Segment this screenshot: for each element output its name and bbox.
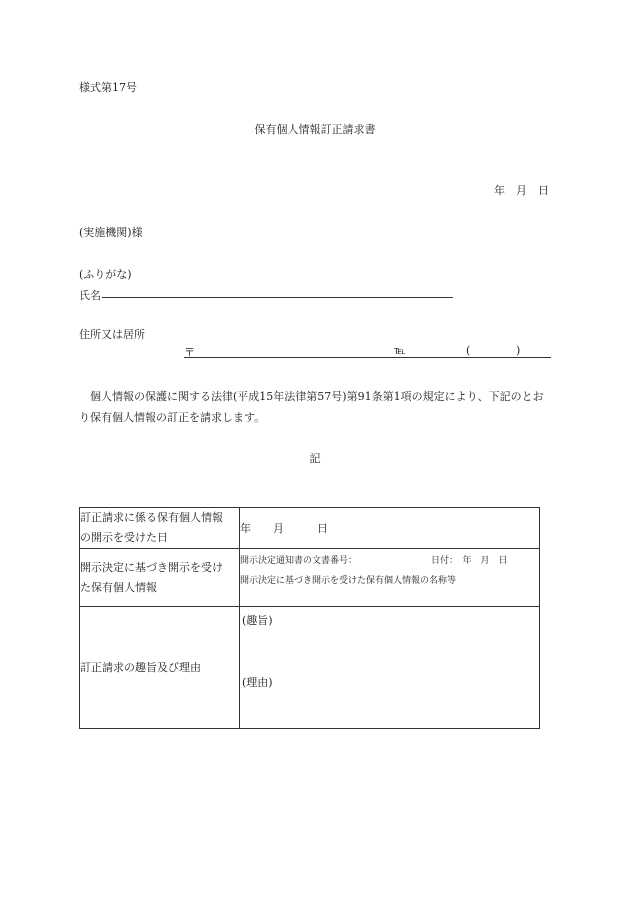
disclosure-date-label [80,508,240,549]
paren-close: ) [516,344,521,357]
request-table [79,507,540,729]
date-line: 年 月 日 [494,184,549,197]
addressee: (実施機関)様 [79,226,143,239]
notice-doc-row [240,553,539,573]
table-row [80,549,540,607]
purpose-reason-value[interactable] [240,607,540,729]
tel-mark: ℡ [394,344,406,357]
notice-date: 日付： 年 月 日 [431,556,508,566]
table-row [80,508,540,549]
ki-label: 記 [309,452,321,465]
disclosed-info-label [80,549,240,607]
furigana-label: (ふりがな) [79,268,132,281]
purpose-label: (趣旨) [242,614,273,627]
disclosed-info-label-line1: 開示決定に基づき開示を受け [80,560,223,574]
disclosed-info-name: 開示決定に基づき開示を受けた保有個人情報の名称等 [240,576,457,586]
paren-open: ( [466,344,471,357]
disclosure-date-value[interactable]: 年 月 日 [240,508,540,549]
disclosure-date-label-line2: の開示を受けた日 [80,531,168,544]
page-title: 保有個人情報訂正請求書 [254,123,376,136]
disclosure-date-label-line1: 訂正請求に係る保有個人情報 [80,511,223,524]
address-label: 住所又は居所 [79,328,145,341]
purpose-reason-label: 訂正請求の趣旨及び理由 [80,607,240,729]
notice-doc-number: 開示決定通知書の文書番号： [240,556,358,566]
disclosed-info-label-line2: た保有個人情報 [80,580,157,594]
table-row [80,607,540,729]
form-number: 様式第17号 [79,81,137,94]
name-field[interactable] [102,297,453,298]
disclosed-info-value[interactable] [240,549,540,607]
body-line-1: 個人情報の保護に関する法律(平成15年法律第57号)第91条第1項の規定により、下記のとお [79,390,544,403]
address-field[interactable] [184,357,551,358]
postal-mark: 〒 [184,346,195,359]
body-line-2: り保有個人情報の訂正を請求します。 [79,411,266,424]
reason-label: (理由) [242,676,273,689]
name-label: 氏名 [79,289,101,302]
